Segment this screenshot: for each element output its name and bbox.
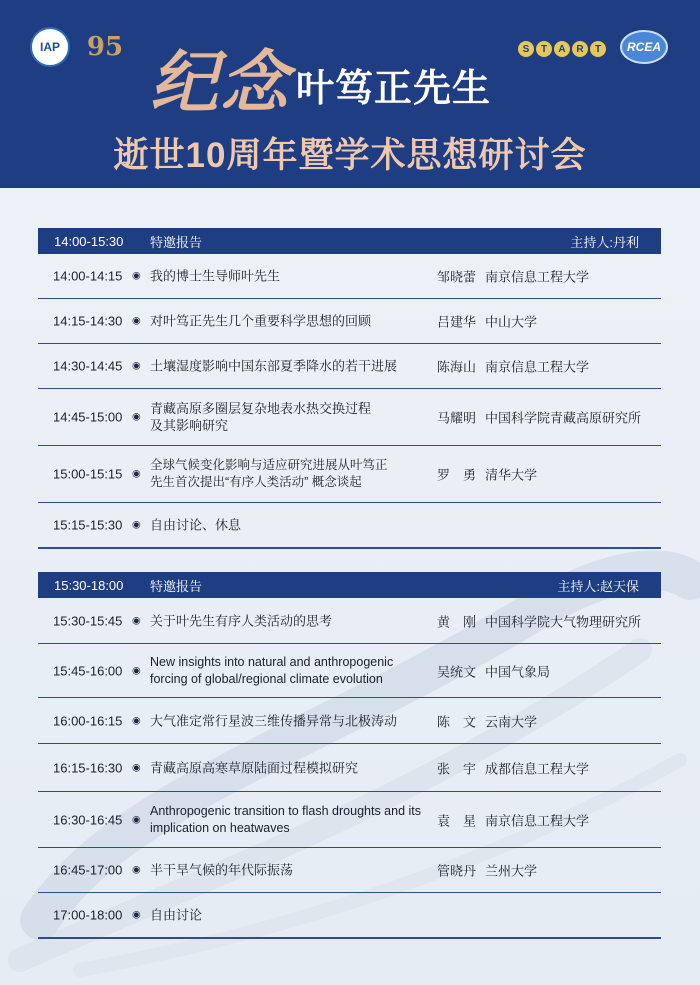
talk-speaker: 陈海山 <box>437 359 477 375</box>
agenda-row <box>38 299 661 344</box>
talk-topic: 土壤湿度影响中国东部夏季降水的若干进展 <box>150 358 398 374</box>
talk-time: 14:30-14:45 <box>53 358 123 374</box>
talk-institution: 中国科学院青藏高原研究所 <box>485 410 642 426</box>
agenda-row <box>38 344 661 389</box>
session-host: 主持人:丹利 <box>570 234 639 250</box>
agenda-row <box>38 848 661 893</box>
bullet-icon: ◉ <box>132 864 141 876</box>
talk-time: 16:30-16:45 <box>53 812 123 827</box>
talk-topic: 自由讨论、休息 <box>150 517 242 533</box>
talk-time: 15:00-15:15 <box>53 466 123 482</box>
talk-topic: 对叶笃正先生几个重要科学思想的回顾 <box>150 313 372 329</box>
main-title <box>150 40 492 123</box>
start-letter: T <box>590 41 606 57</box>
talk-time: 14:15-14:30 <box>53 313 123 329</box>
agenda-row <box>38 598 661 644</box>
talk-time: 17:00-18:00 <box>53 907 123 923</box>
talk-topic: 青藏高原多圈层复杂地表水热交换过程及其影响研究 <box>150 401 372 433</box>
bullet-icon: ◉ <box>132 762 141 773</box>
start-letter: R <box>572 41 588 57</box>
talk-institution: 南京信息工程大学 <box>485 269 590 285</box>
talk-speaker: 张 宇 <box>437 761 477 776</box>
talk-time: 14:45-15:00 <box>53 409 123 425</box>
iap-logo: IAP <box>30 27 70 67</box>
agenda-row <box>38 792 661 848</box>
bullet-icon: ◉ <box>132 519 141 531</box>
talk-speaker: 吴统文 <box>437 664 477 679</box>
start-logo <box>517 36 607 62</box>
talk-time: 15:30-15:45 <box>53 613 123 628</box>
session-host: 主持人:赵天保 <box>557 578 639 594</box>
talk-topic: 大气准定常行星波三维传播异常与北极涛动 <box>150 713 398 728</box>
talk-topic: 自由讨论 <box>150 907 203 923</box>
session-time: 15:30-18:00 <box>54 577 124 593</box>
talk-topic: 半干旱气候的年代际振荡 <box>150 862 294 878</box>
bullet-icon: ◉ <box>132 715 141 726</box>
agenda-row <box>38 893 661 939</box>
talk-speaker: 罗 勇 <box>437 467 477 483</box>
talk-institution: 云南大学 <box>485 714 538 729</box>
session-1 <box>38 228 661 549</box>
bullet-icon: ◉ <box>132 468 141 480</box>
subtitle: 逝世10周年暨学术思想研讨会 <box>113 136 587 175</box>
talk-topic: 青藏高原高寒草原陆面过程模拟研究 <box>150 760 359 775</box>
session-2 <box>38 572 661 939</box>
talk-speaker: 黄 刚 <box>437 614 477 629</box>
talk-time: 15:45-16:00 <box>53 663 123 678</box>
talk-speaker: 袁 星 <box>437 813 477 828</box>
talk-topic: 关于叶先生有序人类活动的思考 <box>150 613 333 628</box>
title-name: 叶笃正先生 <box>296 68 492 110</box>
bullet-icon: ◉ <box>132 411 141 423</box>
agenda-row <box>38 254 661 299</box>
bullet-icon: ◉ <box>132 270 141 282</box>
talk-time: 15:15-15:30 <box>53 517 123 533</box>
agenda-row <box>38 446 661 503</box>
agenda-row <box>38 389 661 446</box>
talk-institution: 清华大学 <box>485 467 538 483</box>
talk-institution: 兰州大学 <box>485 863 538 879</box>
bullet-icon: ◉ <box>132 909 141 921</box>
talk-time: 16:15-16:30 <box>53 760 123 775</box>
session-time: 14:00-15:30 <box>54 233 124 249</box>
bullet-icon: ◉ <box>132 315 141 327</box>
bullet-icon: ◉ <box>132 360 141 372</box>
talk-speaker: 吕建华 <box>437 314 477 330</box>
talk-institution: 南京信息工程大学 <box>485 359 590 375</box>
session-header <box>38 572 661 598</box>
anniversary-number: 95 <box>86 32 124 62</box>
session-type: 特邀报告 <box>150 578 203 594</box>
rcea-logo: RCEA <box>620 30 668 64</box>
talk-speaker: 陈 文 <box>437 714 477 729</box>
talk-time: 14:00-14:15 <box>53 268 123 284</box>
talk-institution: 中国科学院大气物理研究所 <box>485 614 642 629</box>
start-letter: S <box>518 41 534 57</box>
session-type: 特邀报告 <box>150 234 203 250</box>
agenda-row <box>38 503 661 549</box>
talk-institution: 中国气象局 <box>485 664 551 679</box>
talk-time: 16:45-17:00 <box>53 862 123 878</box>
bullet-icon: ◉ <box>132 814 141 825</box>
agenda-row <box>38 644 661 698</box>
talk-speaker: 马耀明 <box>437 410 477 426</box>
talk-institution: 南京信息工程大学 <box>485 813 590 828</box>
bullet-icon: ◉ <box>132 615 141 626</box>
anniversary-95-logo <box>85 27 125 67</box>
title-calligraphy: 纪念 <box>150 43 291 123</box>
talk-speaker: 管晓丹 <box>437 863 477 879</box>
header-banner <box>0 0 700 188</box>
talk-institution: 中山大学 <box>485 314 538 330</box>
talk-time: 16:00-16:15 <box>53 713 123 728</box>
talk-institution: 成都信息工程大学 <box>485 761 590 776</box>
talk-speaker: 邹晓蕾 <box>437 269 477 285</box>
start-letter: A <box>554 41 570 57</box>
talk-topic: New insights into natural and anthropogenic forcing of global/regional climate evolution <box>150 654 394 686</box>
agenda-row <box>38 698 661 744</box>
agenda-row <box>38 744 661 792</box>
bullet-icon: ◉ <box>132 665 141 676</box>
talk-topic: 我的博士生导师叶先生 <box>150 268 281 284</box>
talk-topic: Anthropogenic transition to flash droughts and its implication on heatwaves <box>150 803 422 835</box>
session-header <box>38 228 661 254</box>
start-letter: T <box>536 41 552 57</box>
talk-topic: 全球气候变化影响与适应研究进展从叶笃正先生首次提出“有序人类活动” 概念谈起 <box>150 458 388 489</box>
